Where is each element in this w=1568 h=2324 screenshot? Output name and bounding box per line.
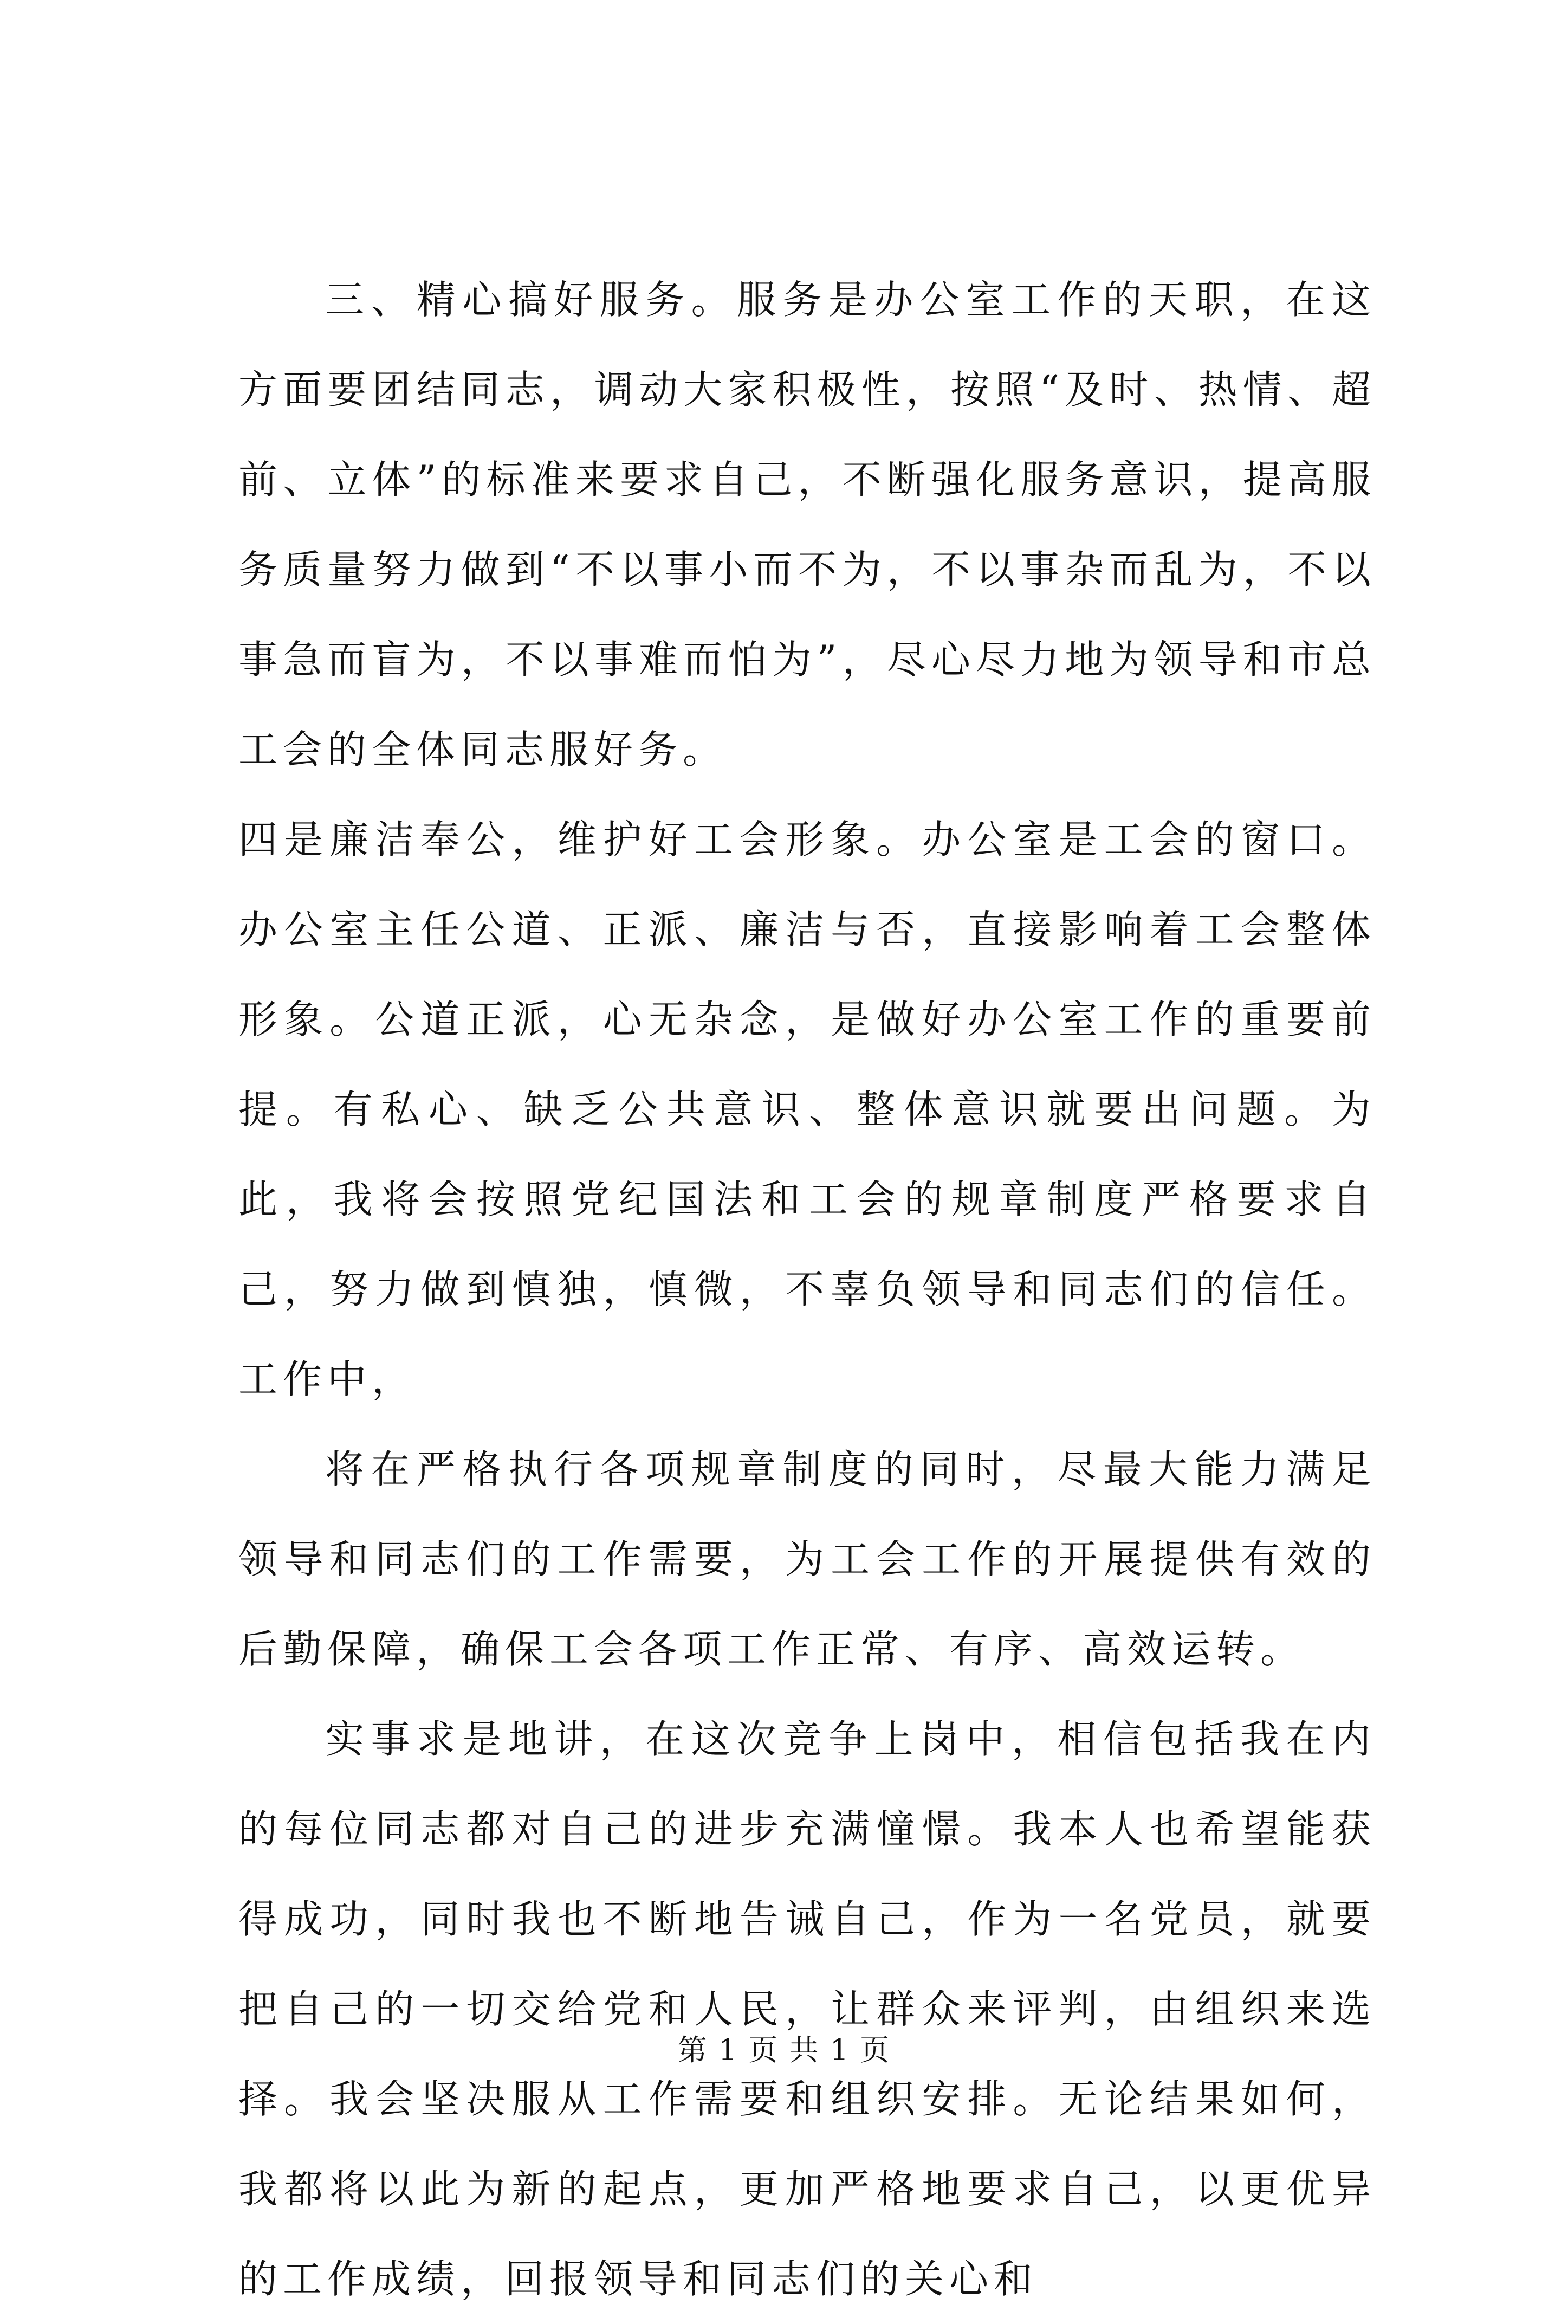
page-number-footer: 第 1 页 共 1 页: [677, 2033, 891, 2067]
paragraph-rules: 将在严格执行各项规章制度的同时，尽最大能力满足领导和同志们的工作需要，为工会工作的开展提供有效的后勤保障，确保工会各项工作正常、有序、高效运转。: [238, 1447, 1376, 1672]
paragraph-service: 三、精心搞好服务。服务是办公室工作的天职，在这方面要团结同志，调动大家积极性，按照“及时、热情、超前、立体”的标准来要求自己，不断强化服务意识，提高服务质量努力做到“不以事小而不为，不以事杂而乱为，不以事急而盲为，不以事难而怕为”，尽心尽力地为领导和市总工会的全体同志服好务。: [238, 277, 1376, 772]
paragraph-competition: 实事求是地讲，在这次竞争上岗中，相信包括我在内的每位同志都对自己的进步充满憧憬。我本人也希望能获得成功，同时我也不断地告诫自己，作为一名党员，就要把自己的一切交给党和人民，让群众来评判，由组织来选择。我会坚决服从工作需要和组织安排。无论结果如何，我都将以此为新的起点，更加严格地要求自己，以更优异的工作成绩，回报领导和同志们的关心和: [238, 1716, 1376, 2302]
paragraph-integrity: 四是廉洁奉公，维护好工会形象。办公室是工会的窗口。办公室主任公道、正派、廉洁与否，直接影响着工会整体形象。公道正派，心无杂念，是做好办公室工作的重要前提。有私心、缺乏公共意识、整体意识就要出问题。为此，我将会按照党纪国法和工会的规章制度严格要求自己，努力做到慎独，慎微，不辜负领导和同志们的信任。工作中，: [238, 817, 1376, 1402]
document-body: [238, 255, 1376, 2324]
